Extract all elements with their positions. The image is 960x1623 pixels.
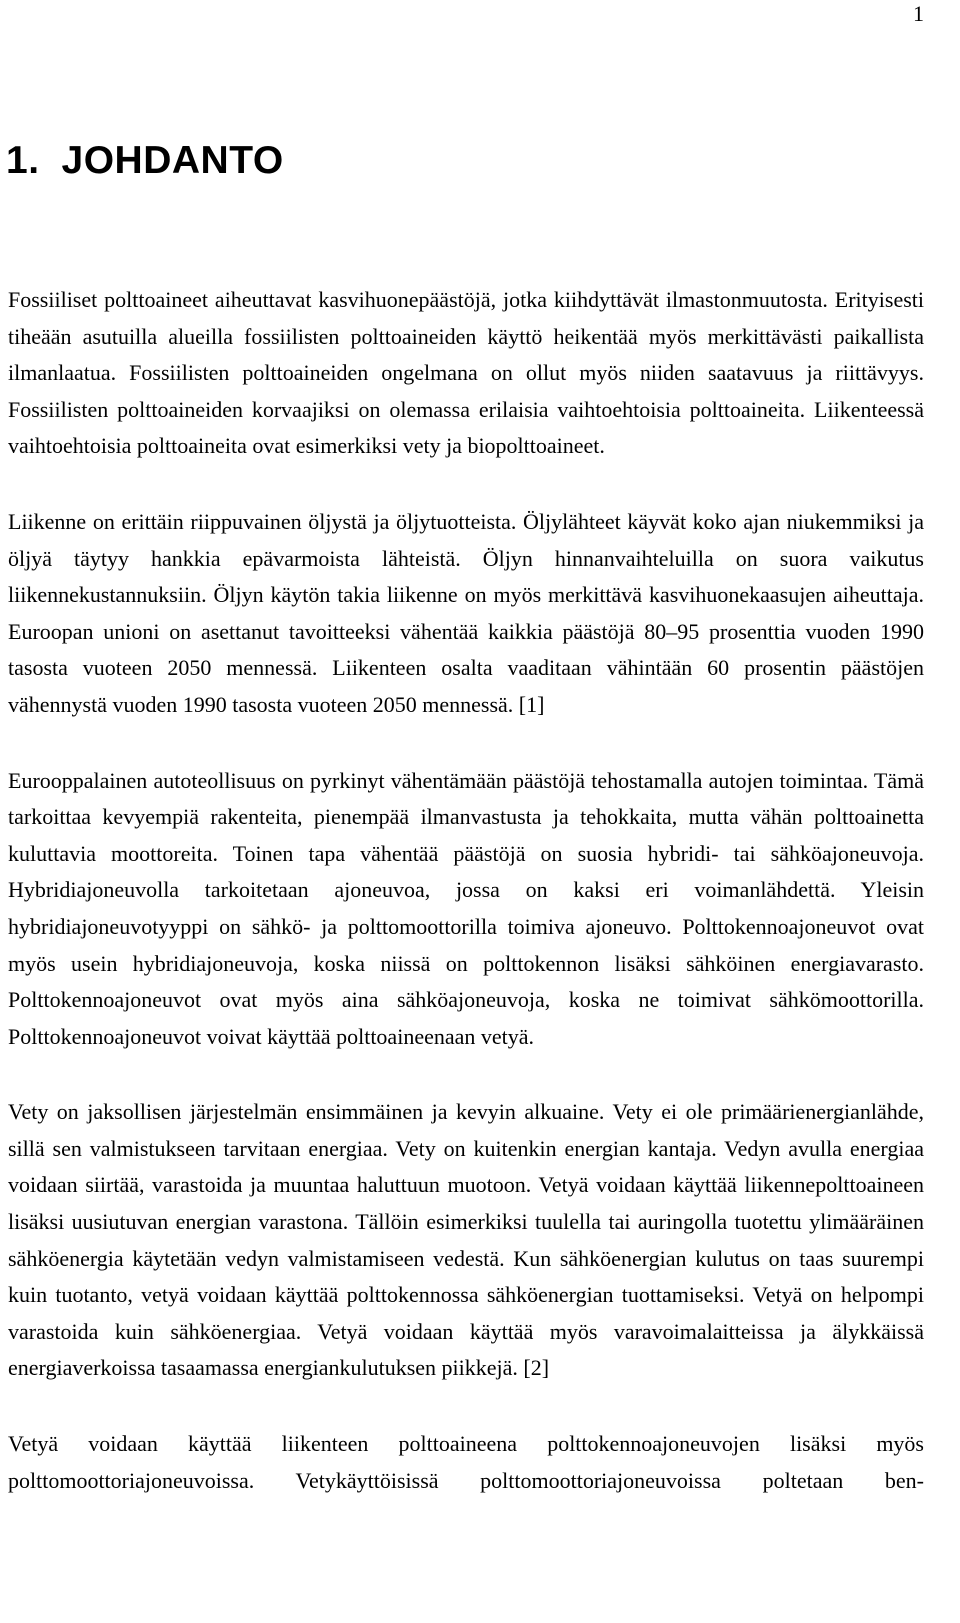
chapter-heading — [6, 138, 284, 184]
paragraph-4: Vety on jaksollisen järjestelmän ensimmäinen ja kevyin alkuaine. Vety ei ole primäärienergianlähde, sillä sen valmistukseen tarvitaan energiaa. Vety on kuitenkin energian kantaja. Vedyn avulla energiaa voidaan siirtää, varastoida ja muuntaa haluttuun muotoon. Vetyä voidaan käyttää liikennepolttoaineen lisäksi uusiutuvan energian varastona. Tällöin esimerkiksi tuulella tai auringolla tuotettu ylimääräinen sähköenergia käytetään vedyn valmistamiseen vedestä. Kun sähköenergian kulutus on taas suurempi kuin tuotanto, vetyä voidaan käyttää polttokennossa sähköenergian tuottamiseksi. Vetyä on helpompi varastoida kuin sähköenergiaa. Vetyä voidaan käyttää myös varavoimalaitteissa ja älykkäissä energiaverkoissa tasaamassa energiankulutuksen piikkejä. [2] — [8, 1099, 924, 1381]
chapter-title: JOHDANTO — [61, 139, 284, 182]
body-text — [8, 282, 924, 1499]
paragraph-1: Fossiiliset polttoaineet aiheuttavat kasvihuonepäästöjä, jotka kiihdyttävät ilmastonmuutosta. Erityisesti tiheään asutuilla alueilla fossiilisten polttoaineiden käyttö heikentää myös merkittävästi paikallista ilmanlaatua. Fossiilisten polttoaineiden ongelmana on ollut myös niiden saatavuus ja riittävyys. Fossiilisten polttoaineiden korvaajiksi on olemassa erilaisia vaihtoehtoisia polttoaineita. Liikenteessä vaihtoehtoisia polttoaineita ovat esimerkiksi vety ja biopolttoaineet. — [8, 287, 924, 459]
paragraph-2: Liikenne on erittäin riippuvainen öljystä ja öljytuotteista. Öljylähteet käyvät koko ajan niukemmiksi ja öljyä täytyy hankkia epävarmoista lähteistä. Öljyn hinnanvaihteluilla on suora vaikutus liikennekustannuksiin. Öljyn käytön takia liikenne on myös merkittävä kasvihuonekaasujen aiheuttaja. Euroopan unioni on asettanut tavoitteeksi vähentää kaikkia päästöjä 80–95 prosenttia vuoden 1990 tasosta vuoteen 2050 mennessä. Liikenteen osalta vaaditaan vähintään 60 prosentin päästöjen vähennystä vuoden 1990 tasosta vuoteen 2050 mennessä. [1] — [8, 508, 924, 717]
chapter-number: 1. — [6, 139, 40, 182]
page-number: 1 — [913, 1, 924, 26]
paragraph-5: Vetyä voidaan käyttää liikenteen polttoaineena polttokennoajoneuvojen lisäksi myös polttomoottoriajoneuvoissa. Vetykäyttöisissä polttomoottoriajoneuvoissa poltetaan ben- — [8, 1431, 924, 1493]
paragraph-3: Eurooppalainen autoteollisuus on pyrkinyt vähentämään päästöjä tehostamalla autojen toimintaa. Tämä tarkoittaa kevyempiä rakenteita, pienempää ilmanvastusta ja tehokkaita, mutta vähän polttoainetta kuluttavia moottoreita. Toinen tapa vähentää päästöjä on suosia hybridi- tai sähköajoneuvoja. Hybridiajoneuvolla tarkoitetaan ajoneuvoa, jossa on kaksi eri voimanlähdettä. Yleisin hybridiajoneuvotyyppi on sähkö- ja polttomoottorilla toimiva ajoneuvo. Polttokennoajoneuvot ovat myös usein hybridiajoneuvoja, koska niissä on polttokennon lisäksi sähköinen energiavarasto. Polttokennoajoneuvot ovat myös aina sähköajoneuvoja, koska ne toimivat sähkömoottorilla. Polttokennoajoneuvot voivat käyttää polttoaineenaan vetyä. — [8, 767, 924, 1049]
